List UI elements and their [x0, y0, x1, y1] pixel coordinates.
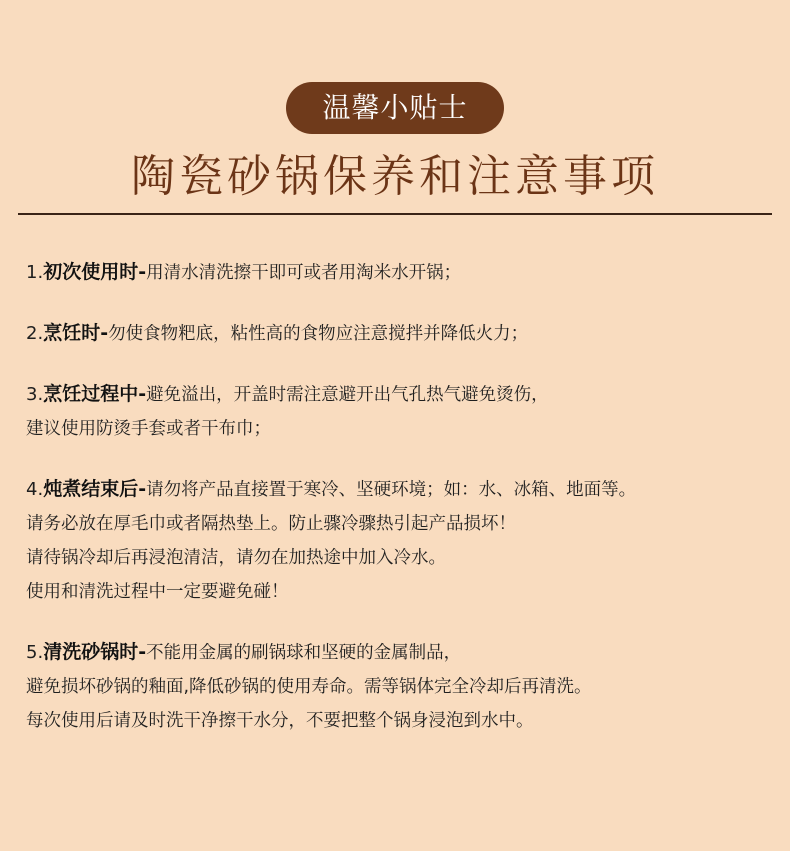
tip-item — [26, 316, 786, 351]
tip-text-line: 使用和清洗过程中一定要避免碰！ — [26, 582, 289, 602]
tip-heading: 初次使用时- — [43, 261, 147, 283]
tip-item — [26, 472, 786, 609]
tip-first-line — [26, 255, 786, 290]
tip-first-line — [26, 377, 786, 412]
tip-item — [26, 255, 786, 290]
tip-first-line — [26, 316, 786, 351]
tip-first-line — [26, 472, 786, 507]
tip-text: 勿使食物粑底，粘性高的食物应注意搅拌并降低火力； — [108, 324, 529, 344]
tip-heading: 炖煮结束后- — [43, 478, 147, 500]
tip-text-line: 建议使用防烫手套或者干布巾； — [26, 419, 271, 439]
tip-text: 请勿将产品直接置于寒冷、坚硬环境；如：水、冰箱、地面等。 — [146, 480, 637, 500]
tip-text: 用清水清洗擦干即可或者用淘米水开锅； — [146, 263, 462, 283]
tip-number: 2. — [26, 323, 44, 344]
tip-text-line: 请待锅冷却后再浸泡清洁，请勿在加热途中加入冷水。 — [26, 548, 446, 568]
tip-item — [26, 377, 786, 446]
tip-number: 5. — [26, 642, 44, 663]
tip-heading: 烹饪时- — [43, 322, 109, 344]
tip-first-line — [26, 635, 786, 670]
tip-text-line: 每次使用后请及时洗干净擦干水分，不要把整个锅身浸泡到水中。 — [26, 711, 534, 731]
tip-item — [26, 635, 786, 738]
tip-heading: 烹饪过程中- — [43, 383, 147, 405]
tips-badge: 温馨小贴士 — [286, 82, 504, 134]
tip-heading: 清洗砂锅时- — [43, 641, 147, 663]
tip-number: 3. — [26, 384, 44, 405]
tip-text-line: 请务必放在厚毛巾或者隔热垫上。防止骤冷骤热引起产品损坏！ — [26, 514, 516, 534]
page-title: 陶瓷砂锅保养和注意事项 — [131, 151, 659, 202]
tip-text: 不能用金属的刷锅球和坚硬的金属制品， — [146, 643, 462, 663]
tip-text: 避免溢出，开盖时需注意避开出气孔热气避免烫伤， — [146, 385, 549, 405]
tip-number: 4. — [26, 479, 44, 500]
title-divider — [18, 213, 772, 215]
tip-number: 1. — [26, 262, 44, 283]
tip-text-line: 避免损坏砂锅的釉面,降低砂锅的使用寿命。需等锅体完全冷却后再清洗。 — [26, 677, 592, 697]
tips-list — [26, 255, 786, 764]
